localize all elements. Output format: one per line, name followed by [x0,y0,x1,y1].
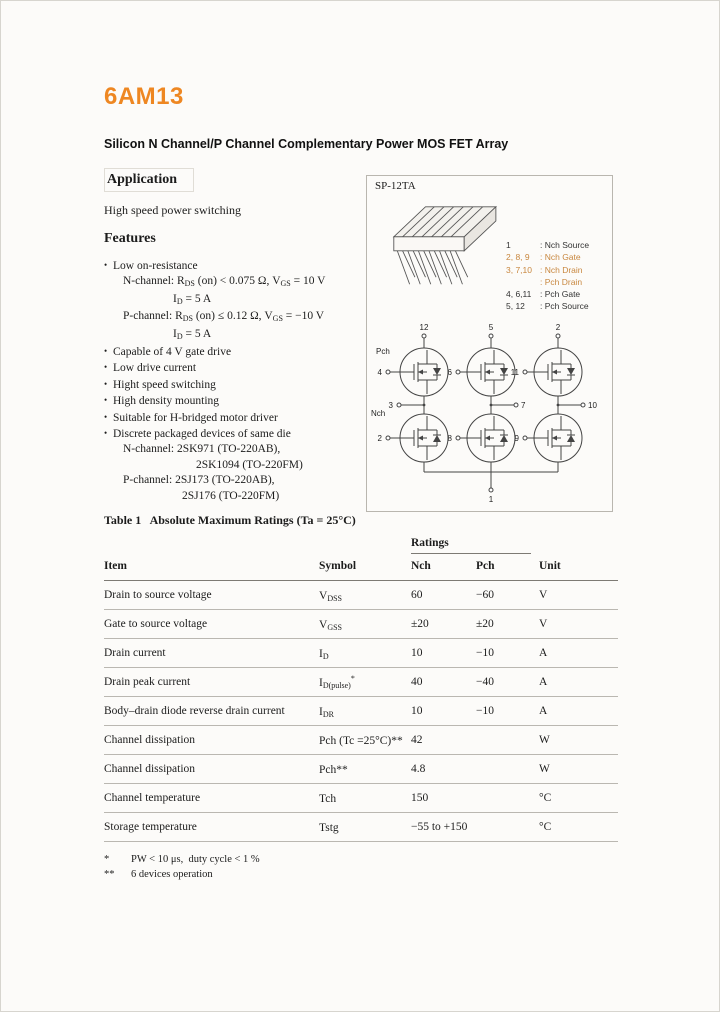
cell-unit: °C [539,792,552,804]
part-number: 6AM13 [104,83,184,110]
cell-nch: 10 [411,705,423,717]
cell-item: Channel dissipation [104,763,196,775]
table-row [104,726,618,755]
cell-symbol: Tstg [319,821,339,834]
cell-item: Channel dissipation [104,734,196,746]
pin-legend [506,239,610,313]
cell-item: Drain current [104,647,166,659]
bullet-icon: • [104,362,108,373]
legend-pins: 1 [506,240,511,250]
cell-pch: −10 [476,647,494,659]
footnote-mark: ** [104,869,115,880]
pin-label: 7 [521,401,526,410]
feature-item: • Low on-resistance [104,260,198,272]
table-header-row [104,554,618,581]
cell-symbol: $V_{DSS}$ [319,589,342,603]
feature-detail: 2SK1094 (TO-220FM) [196,458,303,471]
pin-label: 4 [377,368,382,377]
cell-symbol: $I_{D(pulse)}^*$ [319,674,355,690]
table-row [104,639,618,668]
cell-nch: 4.8 [411,763,426,775]
legend-row [506,264,610,276]
feature-detail: N-channel: 2SK971 (TO-220AB), [123,443,281,456]
cell-symbol: Tch [319,792,337,805]
legend-label: : Pch Source [540,301,589,312]
footnote-text: 6 devices operation [131,869,213,880]
cell-symbol: $I_D$ [319,647,329,661]
legend-row [506,288,610,300]
footnote [104,852,618,867]
col-header-pch: Pch [476,560,495,572]
cell-nch: 60 [411,589,423,601]
pin-label: 8 [447,434,452,443]
cell-pch: −40 [476,676,494,688]
circuit-diagram [369,320,612,510]
table-row [104,668,618,697]
legend-pins [506,276,540,288]
package-figure [366,175,613,512]
legend-row [506,251,610,263]
cell-unit: W [539,763,550,775]
legend-row [506,239,610,251]
legend-pins: 5, 12 [506,301,525,312]
cell-unit: V [539,618,548,630]
cell-symbol: Pch** [319,763,348,776]
table-row [104,813,618,842]
package-drawing [385,198,517,316]
pin-label: 12 [419,323,429,332]
table-row [104,784,618,813]
feature-item: • Low drive current [104,362,197,375]
pch-row-label: Pch [376,347,390,356]
cell-unit: A [539,676,548,688]
col-header-unit: Unit [539,560,561,572]
cell-item: Drain to source voltage [104,589,212,601]
cell-symbol: Pch (Tc =25°C)** [319,734,403,747]
nch-fet-1 [400,414,448,462]
feature-item: • High density mounting [104,395,220,408]
cell-item: Storage temperature [104,821,197,833]
legend-label: : Pch Gate [540,289,581,300]
legend-label: : Nch Gate [540,252,581,263]
bullet-icon: • [104,378,108,389]
feature-detail: $I_D = 5$ A [173,327,212,341]
table-row [104,581,618,610]
package-name: SP-12TA [375,180,416,192]
bullet-icon: • [104,346,108,357]
legend-label: : Nch Source [540,240,590,250]
footnotes [104,852,618,882]
cell-symbol: $V_{GSS}$ [319,618,342,632]
pin-label: 1 [488,495,494,504]
table-caption: Table 1 Absolute Maximum Ratings (Ta = 25°C) [104,513,356,527]
feature-detail: N-channel: $R_{DS}$ (on) < 0.075 Ω, $V_{GS} = 10$ V [123,275,326,289]
pch-fet-1 [400,348,448,396]
feature-item: • Suitable for H-bridged motor driver [104,411,278,424]
cell-item: Gate to source voltage [104,618,208,630]
ratings-table [104,513,618,882]
ratings-header: Ratings [104,537,618,554]
cell-nch: 40 [411,676,423,688]
feature-item: • Hight speed switching [104,378,216,391]
pch-fet-3 [534,348,582,396]
bullet-icon: • [104,411,108,422]
legend-row [506,300,610,312]
nch-fet-3 [534,414,582,462]
cell-nch: 150 [411,792,429,804]
pin-label: 11 [510,368,519,377]
cell-pch: −10 [476,705,494,717]
feature-detail: $I_D = 5$ A [173,292,212,306]
pin-label: 2 [555,323,561,332]
features-list [104,258,372,504]
cell-nch: ±20 [411,618,429,630]
footnote-mark: * [104,854,110,865]
features-heading: Features [104,231,156,246]
legend-pins: 4, 6,11 [506,289,532,300]
bullet-icon: • [104,260,108,270]
pin-label: 5 [488,323,494,332]
table-row [104,697,618,726]
feature-item: • Discrete packaged devices of same die [104,428,291,441]
application-text: High speed power switching [104,203,241,217]
legend-pins: 2, 8, 9 [506,252,530,263]
feature-detail: 2SJ176 (TO-220FM) [182,489,280,502]
cell-unit: W [539,734,550,746]
pch-fet-2 [467,348,515,396]
bullet-icon: • [104,428,108,439]
pin-label: 2 [377,434,382,443]
cell-nch: 42 [411,734,423,746]
nch-row-label: Nch [371,409,386,418]
cell-unit: °C [539,821,552,833]
cell-item: Channel temperature [104,792,201,804]
bullet-icon: • [104,395,108,406]
col-header-symbol: Symbol [319,560,357,572]
pin-label: 6 [447,368,452,377]
cell-symbol: $I_{DR}$ [319,705,334,719]
table-row [104,755,618,784]
footnote [104,867,618,882]
footnote-text: PW < 10 μs, duty cycle < 1 % [131,854,260,865]
cell-unit: A [539,705,548,717]
cell-unit: V [539,589,548,601]
cell-pch: ±20 [476,618,494,630]
cell-nch: −55 to +150 [411,821,468,833]
legend-label: : Nch Drain [540,264,583,275]
application-heading: Application [104,168,194,192]
legend-pins: 3, 7,10 [506,264,532,275]
col-header-nch: Nch [411,560,431,572]
pin-label: 10 [588,401,597,410]
nch-fet-2 [467,414,515,462]
cell-nch: 10 [411,647,423,659]
cell-item: Body–drain diode reverse drain current [104,705,285,717]
legend-label: : Pch Drain [540,276,583,287]
feature-detail: P-channel: $R_{DS}$ (on) ≤ 0.12 Ω, $V_{GS} = -10$ V [123,310,325,324]
feature-item: • Capable of 4 V gate drive [104,346,232,359]
pin-label: 9 [514,434,519,443]
pin-label: 3 [388,401,393,410]
table-row [104,610,618,639]
cell-unit: A [539,647,548,659]
col-header-item: Item [104,560,127,572]
cell-pch: −60 [476,589,494,601]
cell-item: Drain peak current [104,676,191,688]
feature-detail: P-channel: 2SJ173 (TO-220AB), [123,474,275,487]
page-title: Silicon N Channel/P Channel Complementary Power MOS FET Array [104,137,509,151]
legend-row [506,276,610,288]
